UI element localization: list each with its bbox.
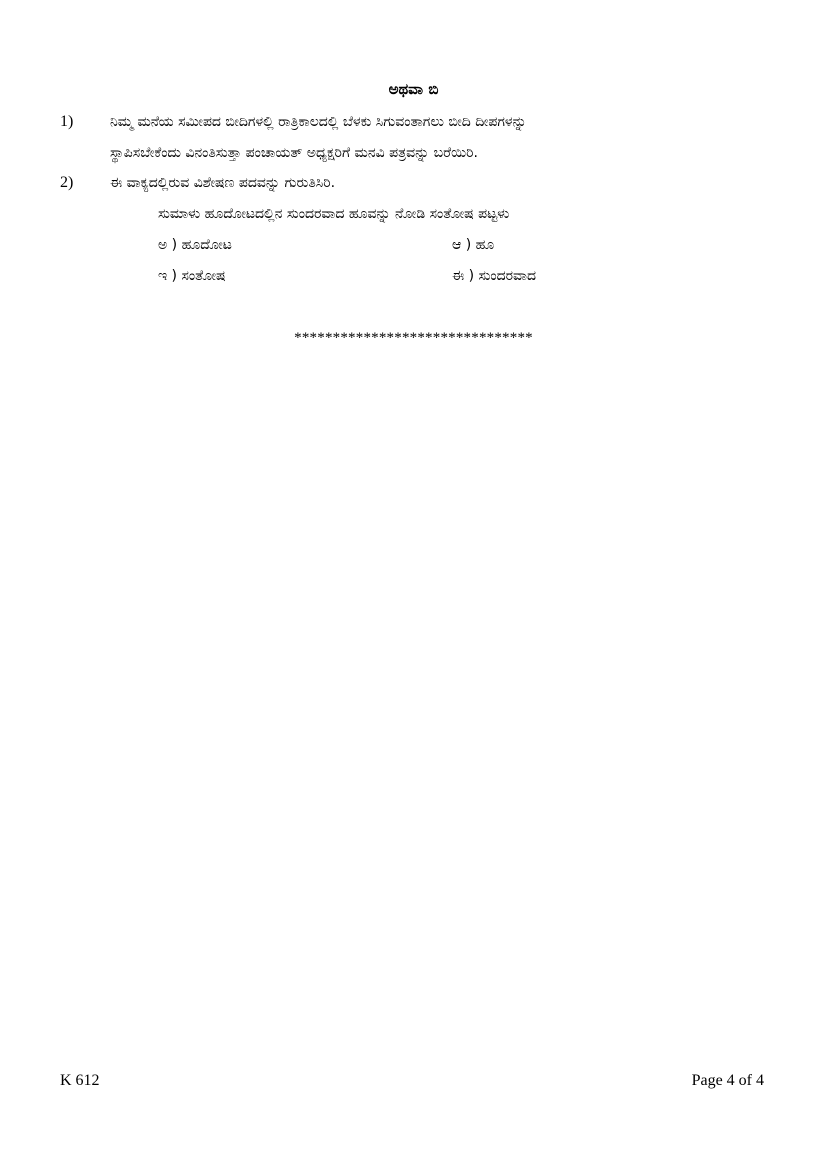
question-2-number: 2)	[60, 174, 74, 191]
option-aa: ಆ ) ಹೂ	[452, 237, 495, 253]
question-1-line-2: ಸ್ಥಾಪಿಸಬೇಕೆಂದು ವಿನಂತಿಸುತ್ತಾ ಪಂಚಾಯತ್ ಅಧ್ಯಕ್ಷರಿಗೆ ಮನವಿ ಪತ್ರವನ್ನು ಬರೆಯಿರಿ.	[110, 145, 478, 161]
paper-code: K 612	[60, 1072, 100, 1089]
question-2-sentence: ಸುಮಾಳು ಹೂದೋಟದಲ್ಲಿನ ಸುಂದರವಾದ ಹೂವನ್ನು ನೋಡಿ ಸಂತೋಷ ಪಟ್ಟಳು	[158, 206, 510, 222]
question-1-line-1: ನಿಮ್ಮ ಮನೆಯ ಸಮೀಪದ ಬೀದಿಗಳಲ್ಲಿ ರಾತ್ರಿಕಾಲದಲ್ಲಿ ಬೆಳಕು ಸಿಗುವಂತಾಗಲು ಬೀದಿ ದೀಪಗಳನ್ನು	[110, 114, 527, 130]
option-i: ಇ ) ಸಂತೋಷ	[158, 268, 226, 284]
option-a: ಅ ) ಹೂದೋಟ	[158, 237, 232, 253]
page-number: Page 4 of 4	[691, 1072, 764, 1089]
option-ee: ಈ ) ಸುಂದರವಾದ	[452, 268, 537, 284]
question-2-prompt: ಈ ವಾಕ್ಯದಲ್ಲಿರುವ ವಿಶೇಷಣ ಪದವನ್ನು ಗುರುತಿಸಿರಿ.	[110, 175, 336, 191]
end-of-paper-marker: *******************************	[294, 330, 533, 346]
section-heading: ಅಥವಾ ಬಿ	[388, 80, 439, 98]
question-1-number: 1)	[60, 113, 74, 130]
